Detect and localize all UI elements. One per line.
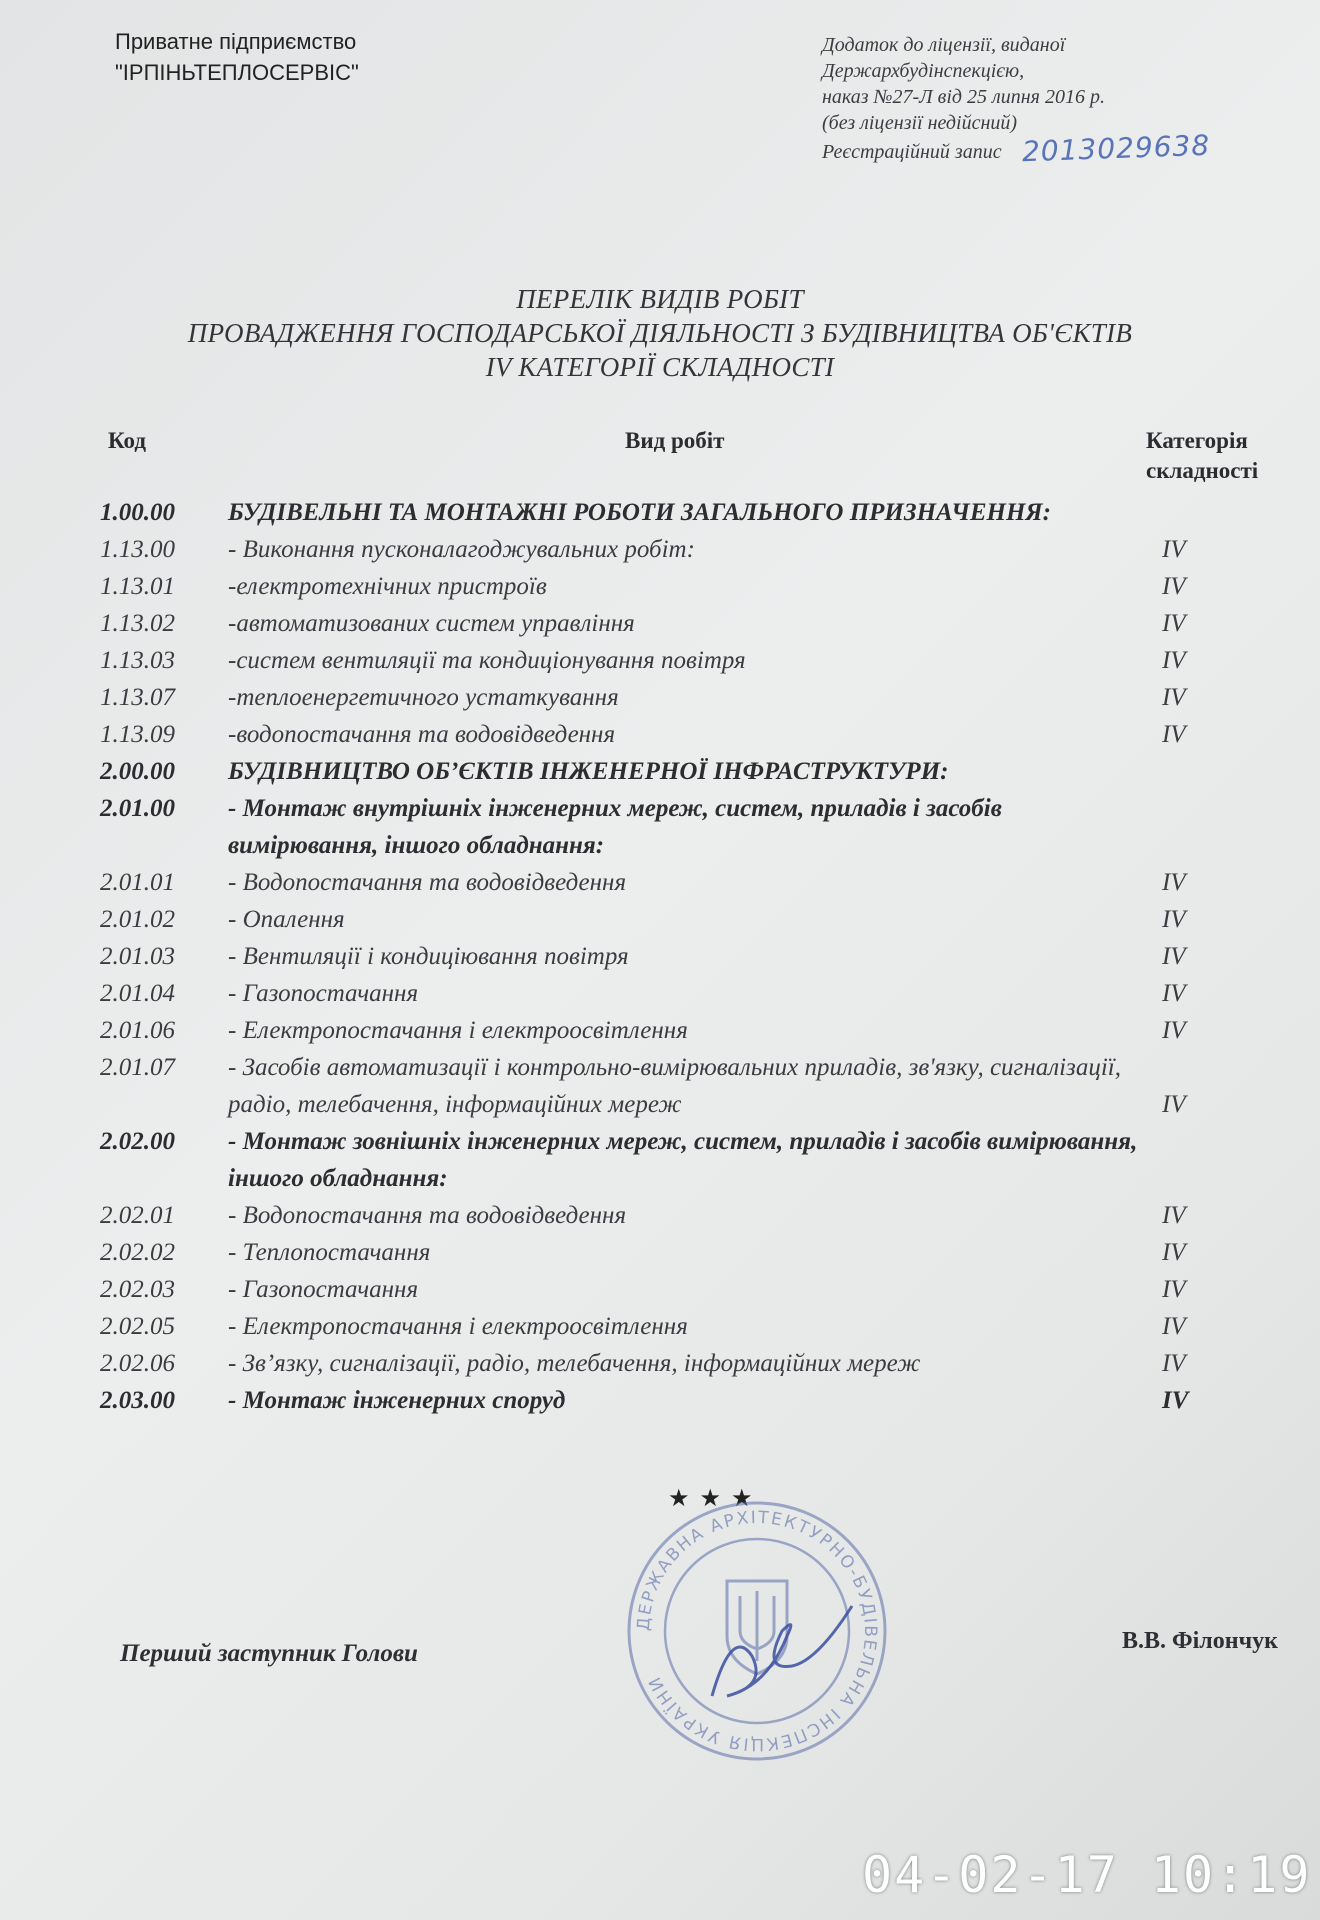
column-header-code: Код xyxy=(108,428,147,453)
row-description: -систем вентиляції та кондиціонування повітря xyxy=(228,647,746,674)
table-row xyxy=(100,1345,1280,1382)
row-description: - Газопостачання xyxy=(228,980,419,1007)
row-description: БУДІВЕЛЬНІ ТА МОНТАЖНІ РОБОТИ ЗАГАЛЬНОГО ПРИЗНАЧЕННЯ: xyxy=(228,499,1051,526)
row-category: IV xyxy=(1162,1350,1186,1377)
row-category: IV xyxy=(1162,573,1186,600)
seal-text: ДЕРЖАВНА АРХІТЕКТУРНО-БУДІВЕЛЬНА ІНСПЕКЦІЯ УКРАЇНИ xyxy=(633,1507,881,1755)
row-description: - Теплопостачання xyxy=(228,1239,431,1266)
row-code: 2.01.00 xyxy=(100,795,175,822)
row-category: IV xyxy=(1162,906,1186,933)
row-code: 1.13.09 xyxy=(100,721,175,748)
row-code: 2.03.00 xyxy=(100,1387,175,1414)
trident-emblem-icon xyxy=(727,1581,787,1674)
row-code: 1.13.07 xyxy=(100,684,175,711)
row-code: 1.00.00 xyxy=(100,499,175,526)
signer-title: Перший заступник Голови xyxy=(120,1640,418,1667)
table-row xyxy=(100,901,1280,938)
row-description: - Газопостачання xyxy=(228,1276,419,1303)
row-description: - Електропостачання і електроосвітлення xyxy=(228,1313,688,1340)
row-category: IV xyxy=(1162,1276,1186,1303)
annex-line: Держархбудінспекцією, xyxy=(822,60,1025,82)
table-row xyxy=(100,1049,1280,1123)
row-code: 2.02.03 xyxy=(100,1276,175,1303)
row-description: -водопостачання та водовідведення xyxy=(228,721,616,748)
company-name xyxy=(115,26,359,88)
row-code: 1.13.02 xyxy=(100,610,175,637)
category-header-line-2: складності xyxy=(1146,458,1259,483)
table-row xyxy=(100,938,1280,975)
registry-entry xyxy=(822,128,1211,169)
table-row xyxy=(100,679,1280,716)
table-row xyxy=(100,1123,1280,1197)
signer-name: В.В. Філончук xyxy=(1122,1628,1278,1654)
table-row xyxy=(100,605,1280,642)
row-category: IV xyxy=(1162,684,1186,711)
table-row xyxy=(100,1197,1280,1234)
row-code: 1.13.00 xyxy=(100,536,175,563)
row-code: 2.01.03 xyxy=(100,943,175,970)
row-category: IV xyxy=(1162,1239,1186,1266)
annex-line: наказ №27-Л від 25 липня 2016 р. xyxy=(822,86,1105,108)
title-line-2: ПРОВАДЖЕННЯ ГОСПОДАРСЬКОЇ ДІЯЛЬНОСТІ З БУДІВНИЦТВА ОБ'ЄКТІВ xyxy=(187,318,1133,348)
table-row xyxy=(100,1012,1280,1049)
row-category: IV xyxy=(1162,610,1186,637)
table-row xyxy=(100,790,1280,864)
table-row xyxy=(100,494,1280,531)
row-description: - Вентиляції і кондиціювання повітря xyxy=(228,943,629,970)
table-row xyxy=(100,642,1280,679)
row-code: 1.13.03 xyxy=(100,647,175,674)
table-row xyxy=(100,864,1280,901)
row-description: - Монтаж інженерних споруд xyxy=(228,1387,566,1414)
title-line-1: ПЕРЕЛІК ВИДІВ РОБІТ xyxy=(516,284,804,314)
row-description: - Виконання пусконалагоджувальних робіт: xyxy=(228,536,695,563)
signature-scribble xyxy=(712,1606,852,1696)
table-row xyxy=(100,531,1280,568)
category-header-line-1: Категорія xyxy=(1146,428,1248,453)
table-row xyxy=(100,1234,1280,1271)
table-row xyxy=(100,716,1280,753)
row-code: 2.01.06 xyxy=(100,1017,175,1044)
company-line-2: "ІРПІНЬТЕПЛОСЕРВІС" xyxy=(115,60,359,85)
row-category: IV xyxy=(1162,536,1186,563)
row-code: 2.01.02 xyxy=(100,906,175,933)
row-description: - Засобів автоматизації і контрольно-вимірювальних приладів, зв'язку, сигналізації, радіо, телебачення, інформаційних мереж xyxy=(228,1054,1121,1118)
table-row xyxy=(100,753,1280,790)
row-category: IV xyxy=(1162,1017,1186,1044)
row-code: 2.02.05 xyxy=(100,1313,175,1340)
table-row xyxy=(100,1308,1280,1345)
column-header-work: Вид робіт xyxy=(625,428,725,453)
row-code: 2.02.01 xyxy=(100,1202,175,1229)
registry-number: 2013029638 xyxy=(1021,128,1211,169)
row-description: -автоматизованих систем управління xyxy=(228,610,635,637)
row-code: 2.01.07 xyxy=(100,1054,175,1081)
row-category: IV xyxy=(1162,721,1186,748)
row-code: 2.02.00 xyxy=(100,1128,175,1155)
row-category: IV xyxy=(1162,1202,1186,1229)
row-code: 1.13.01 xyxy=(100,573,175,600)
row-description: - Водопостачання та водовідведення xyxy=(228,869,627,896)
row-description: БУДІВНИЦТВО ОБ’ЄКТІВ ІНЖЕНЕРНОЇ ІНФРАСТРУКТУРИ: xyxy=(228,758,949,785)
work-types-list xyxy=(100,494,1280,1419)
annex-line: (без ліцензії недійсний) xyxy=(822,112,1018,134)
row-category: IV xyxy=(1162,1387,1189,1414)
table-row xyxy=(100,568,1280,605)
row-description: - Опалення xyxy=(228,906,345,933)
row-code: 2.01.01 xyxy=(100,869,175,896)
license-annex-note xyxy=(822,32,1211,169)
document-title xyxy=(0,282,1320,384)
row-description: - Монтаж внутрішніх інженерних мереж, систем, приладів і засобів вимірювання, іншого обладнання: xyxy=(228,795,1002,859)
official-seal-stamp xyxy=(622,1496,892,1766)
row-code: 2.02.06 xyxy=(100,1350,175,1377)
row-category: IV xyxy=(1162,1091,1186,1118)
column-header-category xyxy=(1146,426,1258,486)
row-description: -електротехнічних пристроїв xyxy=(228,573,547,600)
photo-timestamp: 04-02-17 10:19 xyxy=(862,1846,1312,1904)
row-category: IV xyxy=(1162,1313,1186,1340)
table-row xyxy=(100,1382,1280,1419)
row-code: 2.02.02 xyxy=(100,1239,175,1266)
row-category: IV xyxy=(1162,869,1186,896)
row-description: - Монтаж зовнішніх інженерних мереж, систем, приладів і засобів вимірювання, іншого обладнання: xyxy=(228,1128,1138,1192)
stars-ornament: ★★★ xyxy=(668,1486,763,1512)
registry-label: Реєстраційний запис xyxy=(822,141,1002,163)
row-category: IV xyxy=(1162,980,1186,1007)
row-description: -теплоенергетичного устаткування xyxy=(228,684,619,711)
company-line-1: Приватне підприємство xyxy=(115,29,357,54)
table-row xyxy=(100,975,1280,1012)
row-description: - Зв’язку, сигналізації, радіо, телебачення, інформаційних мереж xyxy=(228,1350,921,1377)
row-description: - Електропостачання і електроосвітлення xyxy=(228,1017,688,1044)
row-code: 2.01.04 xyxy=(100,980,175,1007)
title-line-3: IV КАТЕГОРІЇ СКЛАДНОСТІ xyxy=(485,352,835,382)
table-row xyxy=(100,1271,1280,1308)
annex-line: Додаток до ліцензії, виданої xyxy=(822,34,1066,56)
row-category: IV xyxy=(1162,647,1186,674)
row-category: IV xyxy=(1162,943,1186,970)
row-code: 2.00.00 xyxy=(100,758,175,785)
row-description: - Водопостачання та водовідведення xyxy=(228,1202,627,1229)
